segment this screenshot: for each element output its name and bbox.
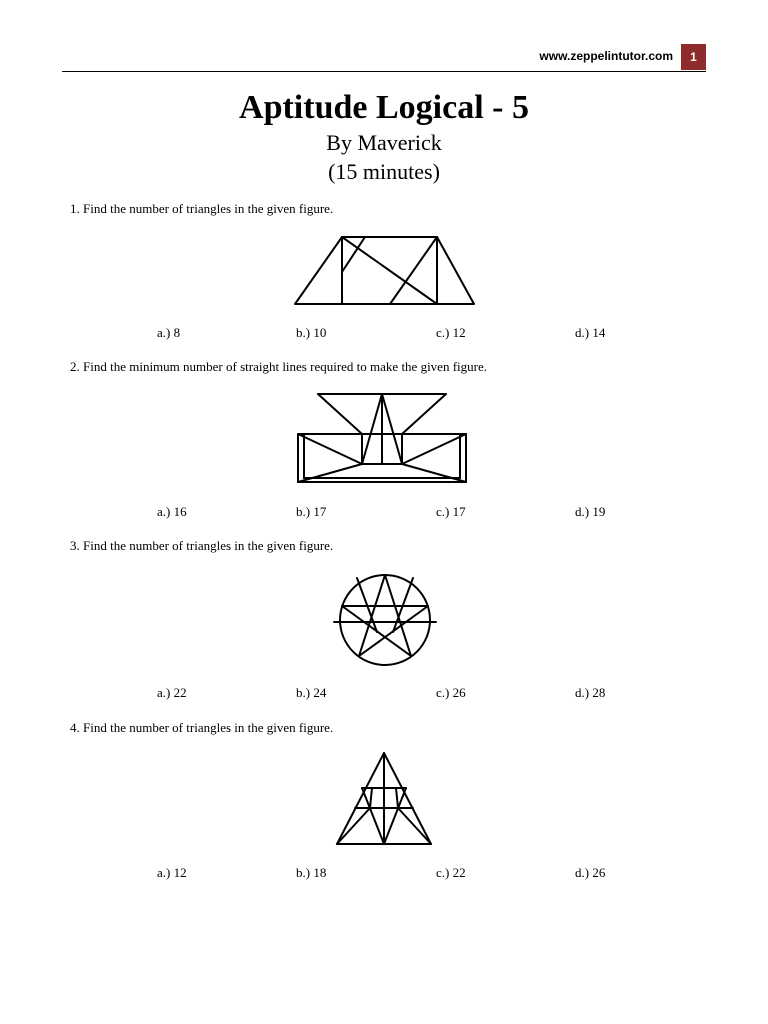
- question-2-option-d[interactable]: d.) 19: [575, 504, 606, 519]
- question-1-option-c[interactable]: c.) 12: [436, 325, 466, 340]
- question-3-option-c[interactable]: c.) 26: [436, 685, 466, 700]
- question-2-option-c[interactable]: c.) 17: [436, 504, 466, 519]
- question-4-figure: [334, 750, 434, 848]
- question-4-text: 4. Find the number of triangles in the given figure.: [70, 720, 334, 735]
- question-2-option-b[interactable]: b.) 17: [296, 504, 327, 519]
- question-2-figure: [294, 390, 472, 486]
- question-3-option-b[interactable]: b.) 24: [296, 685, 327, 700]
- question-3-option-a[interactable]: a.) 22: [157, 685, 187, 700]
- author-line: By Maverick: [326, 130, 442, 155]
- question-2-option-a[interactable]: a.) 16: [157, 504, 187, 519]
- header-site-url[interactable]: www.zeppelintutor.com: [539, 49, 673, 63]
- question-3-option-d[interactable]: d.) 28: [575, 685, 606, 700]
- question-4-option-b[interactable]: b.) 18: [296, 865, 327, 880]
- question-4-option-c[interactable]: c.) 22: [436, 865, 466, 880]
- question-1-figure: [290, 232, 480, 310]
- header-divider: [62, 71, 706, 72]
- question-1-option-b[interactable]: b.) 10: [296, 325, 327, 340]
- question-1-option-a[interactable]: a.) 8: [157, 325, 181, 340]
- question-2-text: 2. Find the minimum number of straight lines required to make the given figure.: [70, 359, 487, 374]
- question-1-option-d[interactable]: d.) 14: [575, 325, 606, 340]
- question-3-figure: [330, 572, 440, 668]
- question-4-option-a[interactable]: a.) 12: [157, 865, 187, 880]
- question-3-text: 3. Find the number of triangles in the given figure.: [70, 538, 334, 553]
- duration-line: (15 minutes): [328, 159, 440, 184]
- question-4-option-d[interactable]: d.) 26: [575, 865, 606, 880]
- page-number-badge: 1: [681, 44, 706, 70]
- question-1-text: 1. Find the number of triangles in the given figure.: [70, 201, 334, 216]
- page-title: Aptitude Logical - 5: [239, 89, 529, 126]
